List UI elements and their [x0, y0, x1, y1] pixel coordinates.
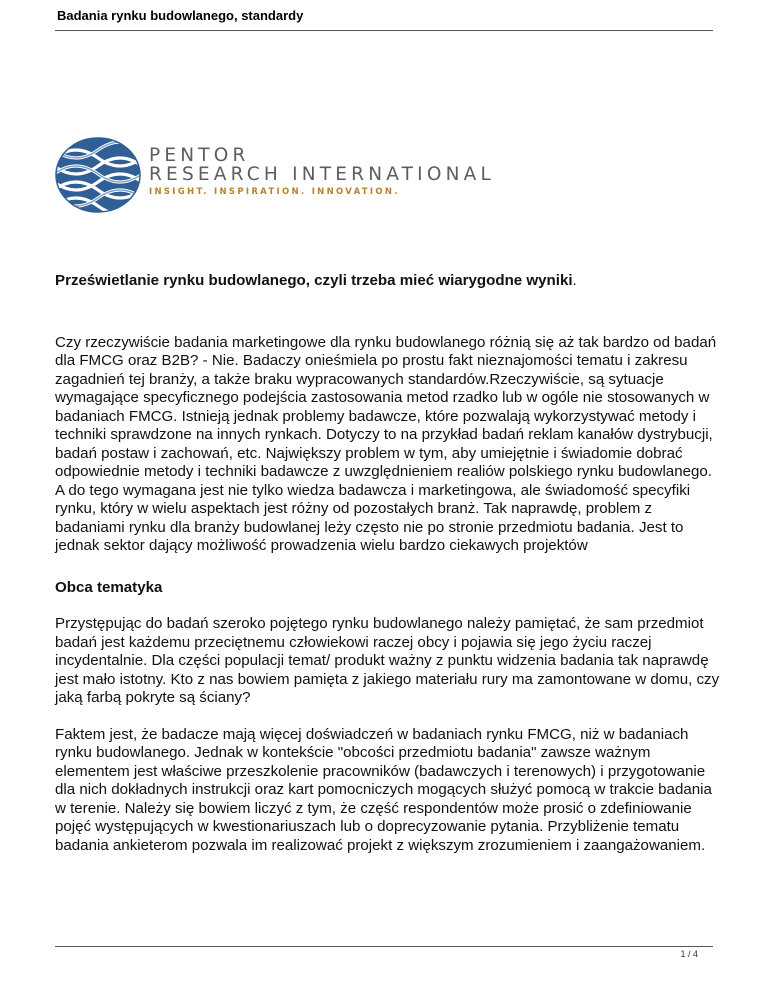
- lead-heading: [55, 272, 720, 291]
- paragraph-fieldwork: Faktem jest, że badacze mają więcej doświadczeń w badaniach rynku FMCG, niż w badaniach rynku budowlanego. Jednak w kontekście "obcości przedmiotu badania" zawsze ważnym elementem jest właściwe przeszkolenie pracowników (badawczych i terenowych) i przygotowanie dla nich dokładnych instrukcji oraz kart pomocniczych mogących służyć pomocą w trakcie badania w terenie. Należy się bowiem liczyć z tym, że część respondentów może prosić o zdefiniowanie pojęć występujących w kwestionariuszach lub o doprecyzowanie pytania. Przybliżenie tematu badania ankieterom pozwala im realizować projekt z większym zrozumieniem i zaangażowaniem.: [55, 725, 712, 854]
- footer-divider: [55, 946, 713, 947]
- lead-heading-text: Prześwietlanie rynku budowlanego, czyli trzeba mieć wiarygodne wyniki: [55, 272, 573, 289]
- pentor-logo: [52, 136, 495, 214]
- page-number: 1 / 4: [680, 949, 698, 959]
- document-header-title: Badania rynku budowlanego, standardy: [57, 8, 304, 23]
- paragraph-intro: Czy rzeczywiście badania marketingowe dla rynku budowlanego różnią się aż tak bardzo od badań dla FMCG oraz B2B? - Nie. Badaczy onieśmiela po prostu fakt nieznajomości tematu i zakresu zagadnień tej branży, a także braku wypracowanych standardów.Rzeczywiście, są sytuacje wymagające specyficznego podejścia zastosowania metod rzadko lub w ogóle nie stosowanych w badaniach FMCG. Istnieją jednak problemy badawcze, które pozwalają wykorzystywać metody i techniki sprawdzone na innych rynkach. Dotyczy to na przykład badań reklam kanałów dystrybucji, badań postaw i zachowań, etc. Największy problem w tym, aby umiejętnie i świadomie dobrać odpowiednie metody i techniki badawcze z uwzględnieniem realiów polskiego rynku budowlanego. A do tego wymagana jest nie tylko wiedza badawcza i marketingowa, ale świadomość specyfiki rynku, który w wielu aspektach jest różny od pozostałych branż. Tak naprawdę, problem z badaniami rynku dla branży budowlanej leży często nie po stronie przedmiotu badania. Jest to jednak sektor dający możliwość prowadzenia wielu bardzo ciekawych projektów: [55, 333, 717, 554]
- document-body: [55, 272, 720, 855]
- logo-line-2: RESEARCH INTERNATIONAL: [149, 164, 495, 185]
- section-heading: Obca tematyka: [55, 578, 163, 596]
- paragraph-topic: Przystępując do badań szeroko pojętego rynku budowlanego należy pamiętać, że sam przedmiot badań jest każdemu przeciętnemu człowiekowi raczej obcy i pojawia się jego życiu raczej incydentalnie. Dla części populacji temat/ produkt ważny z punktu widzenia badania tak naprawdę jest mało istotny. Kto z nas bowiem pamięta z jakiego materiału rury ma zamontowane w domu, czy jaką farbą pokryte są ściany?: [55, 615, 720, 706]
- logo-line-1: PENTOR: [149, 145, 250, 166]
- globe-knot-icon: [52, 136, 142, 214]
- header-divider: [55, 30, 713, 31]
- lead-heading-period: .: [572, 272, 577, 289]
- logo-wordmark: [149, 145, 495, 197]
- logo-tagline: INSIGHT. INSPIRATION. INNOVATION.: [149, 187, 400, 197]
